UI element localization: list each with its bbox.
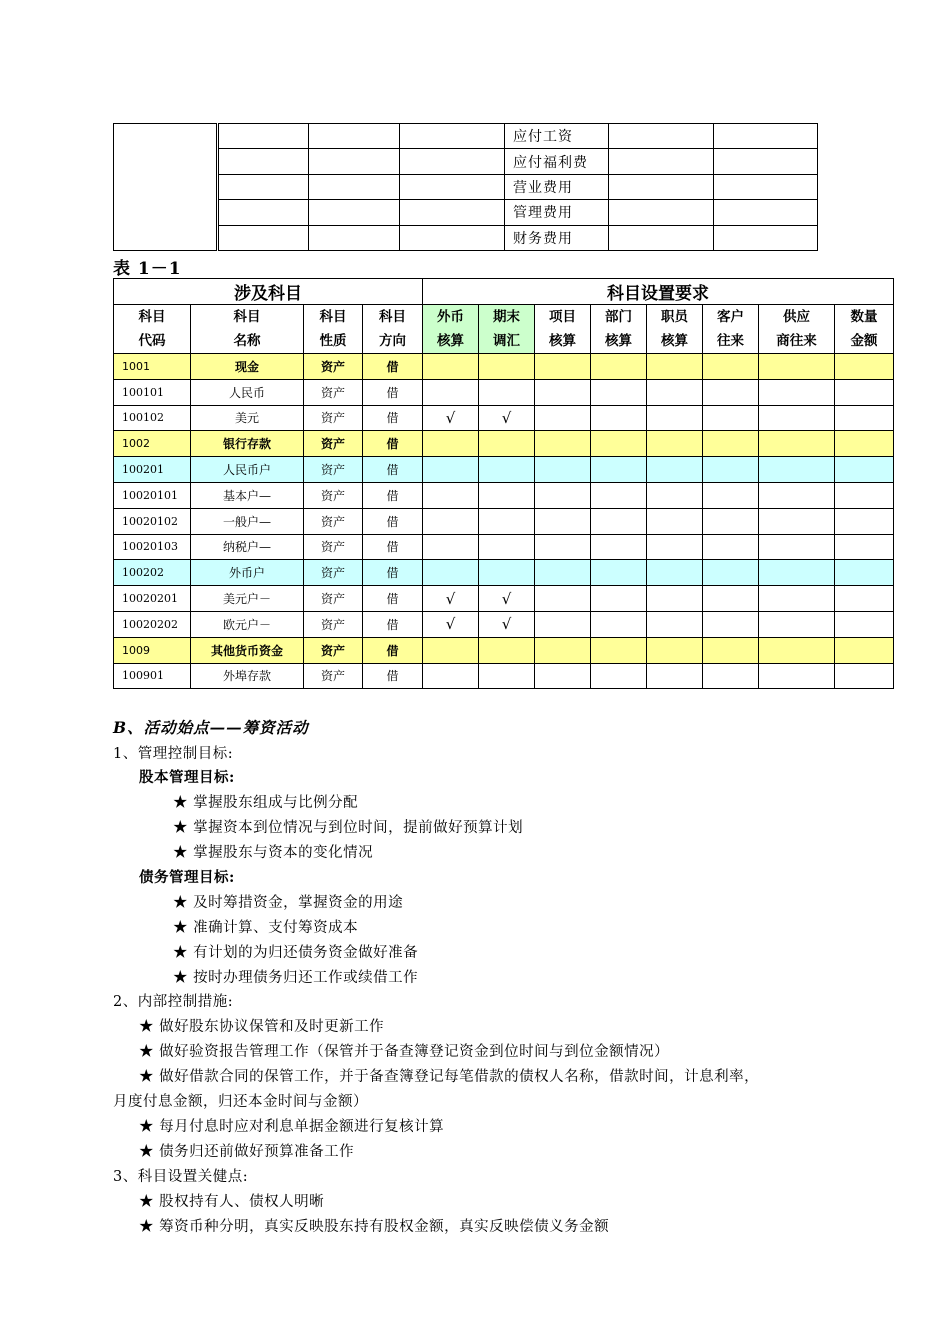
debt-title: 债务管理目标:	[139, 869, 235, 886]
account-direction-cell: 借	[363, 663, 423, 689]
column-header-line: 客户	[717, 309, 744, 325]
account-name-cell: 外埠存款	[191, 663, 304, 689]
table-row	[114, 663, 894, 689]
empty-cell	[647, 611, 703, 637]
fx-check-cell	[423, 379, 479, 405]
column-header	[479, 305, 535, 354]
column-header-line: 科目	[319, 309, 347, 325]
account-direction-cell: 借	[363, 508, 423, 534]
list-item: ★ 有计划的为归还债务资金做好准备	[173, 945, 419, 961]
fx-check-cell: √	[423, 405, 479, 431]
column-header-line: 金额	[850, 333, 878, 349]
empty-cell	[535, 457, 591, 483]
account-code-cell: 10020202	[114, 611, 191, 637]
account-name-cell: 基本户—	[191, 482, 304, 508]
column-header-line: 核算	[605, 333, 632, 349]
equity-title: 股本管理目标:	[139, 769, 235, 786]
column-header-line: 期末	[493, 309, 520, 325]
table-row	[114, 611, 894, 637]
empty-cell	[759, 379, 835, 405]
column-header-line: 往来	[717, 333, 744, 349]
account-name-cell: 现金	[191, 354, 304, 380]
table-row	[114, 405, 894, 431]
list-item: ★ 准确计算、支付筹资成本	[173, 920, 359, 936]
account-name-cell: 外币户	[191, 560, 304, 586]
account-nature-cell: 资产	[304, 534, 363, 560]
fx-check-cell	[423, 560, 479, 586]
adjust-check-cell	[479, 457, 535, 483]
fx-check-cell	[423, 354, 479, 380]
account-name-cell: 人民币	[191, 379, 304, 405]
item1-title: 1、管理控制目标:	[113, 746, 234, 762]
account-label: 应付工资	[505, 124, 609, 149]
adjust-check-cell	[479, 354, 535, 380]
account-direction-cell: 借	[363, 586, 423, 612]
account-nature-cell: 资产	[304, 663, 363, 689]
table-caption: 表 1－1	[113, 259, 182, 279]
account-name-cell: 人民币户	[191, 457, 304, 483]
empty-cell	[535, 508, 591, 534]
table-row	[114, 149, 818, 174]
column-header	[423, 305, 479, 354]
empty-cell	[591, 560, 647, 586]
column-header	[759, 305, 835, 354]
empty-cell	[535, 663, 591, 689]
table-row	[114, 225, 818, 250]
empty-cell	[759, 508, 835, 534]
column-header-line: 核算	[661, 333, 688, 349]
empty-cell	[591, 405, 647, 431]
account-direction-cell: 借	[363, 534, 423, 560]
empty-cell	[759, 354, 835, 380]
account-nature-cell: 资产	[304, 508, 363, 534]
column-header-line: 数量	[850, 309, 878, 325]
column-header	[647, 305, 703, 354]
item3-title: 3、科目设置关健点:	[113, 1169, 249, 1185]
table-row	[114, 457, 894, 483]
column-header	[535, 305, 591, 354]
table-row	[114, 124, 818, 149]
adjust-check-cell	[479, 560, 535, 586]
empty-cell	[591, 637, 647, 663]
adjust-check-cell: √	[479, 586, 535, 612]
fx-check-cell: √	[423, 586, 479, 612]
list-item: ★ 债务归还前做好预算准备工作	[139, 1144, 355, 1160]
group-header-involved-accounts: 涉及科目	[114, 279, 423, 305]
account-nature-cell: 资产	[304, 560, 363, 586]
column-header-line: 供应	[783, 309, 810, 325]
account-code-cell: 100901	[114, 663, 191, 689]
column-header-line: 部门	[605, 309, 632, 325]
empty-cell	[647, 534, 703, 560]
account-direction-cell: 借	[363, 354, 423, 380]
empty-cell	[647, 457, 703, 483]
empty-cell	[835, 482, 894, 508]
fx-check-cell	[423, 663, 479, 689]
empty-cell	[647, 405, 703, 431]
account-name-cell: 纳税户—	[191, 534, 304, 560]
empty-cell	[835, 354, 894, 380]
list-item: ★ 及时筹措资金，掌握资金的用途	[173, 895, 404, 911]
column-header	[591, 305, 647, 354]
empty-cell	[535, 405, 591, 431]
account-name-cell: 其他货币资金	[191, 637, 304, 663]
empty-cell	[591, 482, 647, 508]
account-name-cell: 美元	[191, 405, 304, 431]
empty-cell	[759, 586, 835, 612]
fx-check-cell	[423, 431, 479, 457]
empty-cell	[535, 586, 591, 612]
empty-cell	[703, 379, 759, 405]
empty-cell	[703, 482, 759, 508]
account-code-cell: 10020201	[114, 586, 191, 612]
column-header-line: 名称	[233, 333, 261, 349]
account-label: 财务费用	[505, 225, 609, 250]
adjust-check-cell	[479, 663, 535, 689]
empty-cell	[535, 637, 591, 663]
empty-cell	[759, 482, 835, 508]
column-header-row	[114, 305, 894, 354]
account-direction-cell: 借	[363, 637, 423, 663]
empty-cell	[591, 611, 647, 637]
item2-title: 2、内部控制措施:	[113, 994, 234, 1010]
empty-cell	[703, 560, 759, 586]
empty-cell	[647, 560, 703, 586]
empty-cell	[703, 637, 759, 663]
empty-cell	[591, 586, 647, 612]
table-row	[114, 431, 894, 457]
column-header-line: 职员	[661, 309, 688, 325]
table-row	[114, 560, 894, 586]
empty-cell	[835, 534, 894, 560]
column-header-line: 科目	[233, 309, 261, 325]
fx-check-cell	[423, 508, 479, 534]
column-header-line: 核算	[549, 333, 576, 349]
table-row	[114, 200, 818, 225]
account-direction-cell: 借	[363, 405, 423, 431]
column-header-line: 性质	[319, 333, 347, 349]
account-code-cell: 10020103	[114, 534, 191, 560]
account-nature-cell: 资产	[304, 611, 363, 637]
account-nature-cell: 资产	[304, 637, 363, 663]
adjust-check-cell	[479, 482, 535, 508]
account-code-cell: 100202	[114, 560, 191, 586]
adjust-check-cell	[479, 508, 535, 534]
account-direction-cell: 借	[363, 457, 423, 483]
account-nature-cell: 资产	[304, 431, 363, 457]
table-row	[114, 637, 894, 663]
empty-cell	[647, 508, 703, 534]
empty-cell	[535, 354, 591, 380]
empty-cell	[535, 482, 591, 508]
empty-cell	[835, 508, 894, 534]
empty-cell	[647, 354, 703, 380]
adjust-check-cell	[479, 637, 535, 663]
empty-cell	[759, 457, 835, 483]
account-name-cell: 银行存款	[191, 431, 304, 457]
account-code-cell: 10020101	[114, 482, 191, 508]
account-direction-cell: 借	[363, 431, 423, 457]
empty-cell	[835, 586, 894, 612]
list-item: ★ 股权持有人、债权人明晰	[139, 1194, 325, 1210]
empty-cell	[703, 508, 759, 534]
table-row	[114, 174, 818, 199]
table-row	[114, 379, 894, 405]
account-direction-cell: 借	[363, 611, 423, 637]
empty-cell	[703, 431, 759, 457]
empty-cell	[759, 663, 835, 689]
account-code-cell: 1001	[114, 354, 191, 380]
empty-cell	[535, 379, 591, 405]
empty-cell	[835, 663, 894, 689]
section-b-title: B、活动始点——筹资活动	[113, 718, 309, 737]
empty-cell	[591, 354, 647, 380]
empty-cell	[591, 663, 647, 689]
empty-cell	[759, 637, 835, 663]
empty-cell	[835, 431, 894, 457]
account-code-cell: 100102	[114, 405, 191, 431]
empty-cell	[703, 354, 759, 380]
column-header	[114, 305, 191, 354]
account-label: 应付福利费	[505, 149, 609, 174]
empty-cell	[759, 611, 835, 637]
column-header-line: 核算	[437, 333, 464, 349]
table-row	[114, 508, 894, 534]
empty-cell	[835, 637, 894, 663]
account-nature-cell: 资产	[304, 379, 363, 405]
adjust-check-cell	[479, 379, 535, 405]
fx-check-cell	[423, 457, 479, 483]
account-code-cell: 100101	[114, 379, 191, 405]
account-name-cell: 欧元户－	[191, 611, 304, 637]
empty-cell	[759, 534, 835, 560]
adjust-check-cell: √	[479, 611, 535, 637]
empty-cell	[535, 611, 591, 637]
empty-cell	[535, 560, 591, 586]
empty-cell	[703, 586, 759, 612]
account-code-cell: 100201	[114, 457, 191, 483]
empty-cell	[835, 560, 894, 586]
account-label: 营业费用	[505, 174, 609, 199]
column-header-line: 调汇	[493, 333, 520, 349]
top-partial-table	[113, 123, 818, 251]
account-label: 管理费用	[505, 200, 609, 225]
empty-cell	[703, 611, 759, 637]
account-nature-cell: 资产	[304, 405, 363, 431]
column-header	[191, 305, 304, 354]
empty-cell	[703, 534, 759, 560]
empty-cell	[759, 560, 835, 586]
account-nature-cell: 资产	[304, 354, 363, 380]
account-nature-cell: 资产	[304, 457, 363, 483]
adjust-check-cell: √	[479, 405, 535, 431]
empty-cell	[759, 431, 835, 457]
empty-cell	[703, 457, 759, 483]
empty-cell	[535, 534, 591, 560]
empty-cell	[535, 431, 591, 457]
list-item: ★ 做好借款合同的保管工作，并于备查簿登记每笔借款的债权人名称，借款时间，计息利率，	[139, 1069, 760, 1085]
account-direction-cell: 借	[363, 560, 423, 586]
account-direction-cell: 借	[363, 482, 423, 508]
empty-cell	[647, 637, 703, 663]
empty-cell	[759, 405, 835, 431]
table-row	[114, 482, 894, 508]
empty-cell	[591, 379, 647, 405]
empty-cell	[835, 611, 894, 637]
group-header-row	[114, 279, 894, 305]
empty-cell	[703, 663, 759, 689]
empty-cell	[835, 457, 894, 483]
table-row	[114, 354, 894, 380]
account-direction-cell: 借	[363, 379, 423, 405]
account-name-cell: 一般户—	[191, 508, 304, 534]
table-row	[114, 534, 894, 560]
empty-cell	[647, 431, 703, 457]
adjust-check-cell	[479, 431, 535, 457]
account-code-cell: 1002	[114, 431, 191, 457]
account-code-cell: 1009	[114, 637, 191, 663]
column-header	[304, 305, 363, 354]
column-header-line: 商往来	[776, 333, 817, 349]
list-item: ★ 做好验资报告管理工作（保管并于备查簿登记资金到位时间与到位金额情况）	[139, 1044, 670, 1060]
column-header	[363, 305, 423, 354]
column-header-line: 科目	[138, 309, 166, 325]
list-item-continuation: 月度付息金额，归还本金时间与金额）	[113, 1094, 368, 1110]
empty-cell	[647, 482, 703, 508]
empty-cell	[591, 534, 647, 560]
column-header-line: 外币	[437, 309, 464, 325]
column-header	[703, 305, 759, 354]
column-header-line: 代码	[138, 333, 166, 349]
empty-cell	[591, 457, 647, 483]
fx-check-cell	[423, 482, 479, 508]
fx-check-cell	[423, 534, 479, 560]
empty-cell	[591, 508, 647, 534]
column-header	[835, 305, 894, 354]
fx-check-cell	[423, 637, 479, 663]
account-code-cell: 10020102	[114, 508, 191, 534]
empty-cell	[591, 431, 647, 457]
account-nature-cell: 资产	[304, 586, 363, 612]
merged-cell	[114, 124, 218, 251]
column-header-line: 方向	[379, 333, 406, 349]
table-body	[114, 354, 894, 689]
account-settings-table	[113, 278, 894, 689]
list-item: ★ 按时办理债务归还工作或续借工作	[173, 970, 419, 986]
fx-check-cell: √	[423, 611, 479, 637]
list-item: ★ 掌握资本到位情况与到位时间，提前做好预算计划	[173, 820, 524, 836]
empty-cell	[647, 379, 703, 405]
list-item: ★ 掌握股东与资本的变化情况	[173, 845, 374, 861]
list-item: ★ 掌握股东组成与比例分配	[173, 795, 359, 811]
empty-cell	[835, 379, 894, 405]
list-item: ★ 做好股东协议保管和及时更新工作	[139, 1019, 385, 1035]
table-row	[114, 586, 894, 612]
empty-cell	[835, 405, 894, 431]
empty-cell	[647, 663, 703, 689]
column-header-line: 科目	[379, 309, 406, 325]
adjust-check-cell	[479, 534, 535, 560]
group-header-settings: 科目设置要求	[423, 279, 894, 305]
account-nature-cell: 资产	[304, 482, 363, 508]
account-name-cell: 美元户－	[191, 586, 304, 612]
list-item: ★ 每月付息时应对利息单据金额进行复核计算	[139, 1119, 445, 1135]
empty-cell	[703, 405, 759, 431]
list-item: ★ 筹资币种分明，真实反映股东持有股权金额，真实反映偿债义务金额	[139, 1219, 610, 1235]
column-header-line: 项目	[549, 309, 576, 325]
empty-cell	[647, 586, 703, 612]
